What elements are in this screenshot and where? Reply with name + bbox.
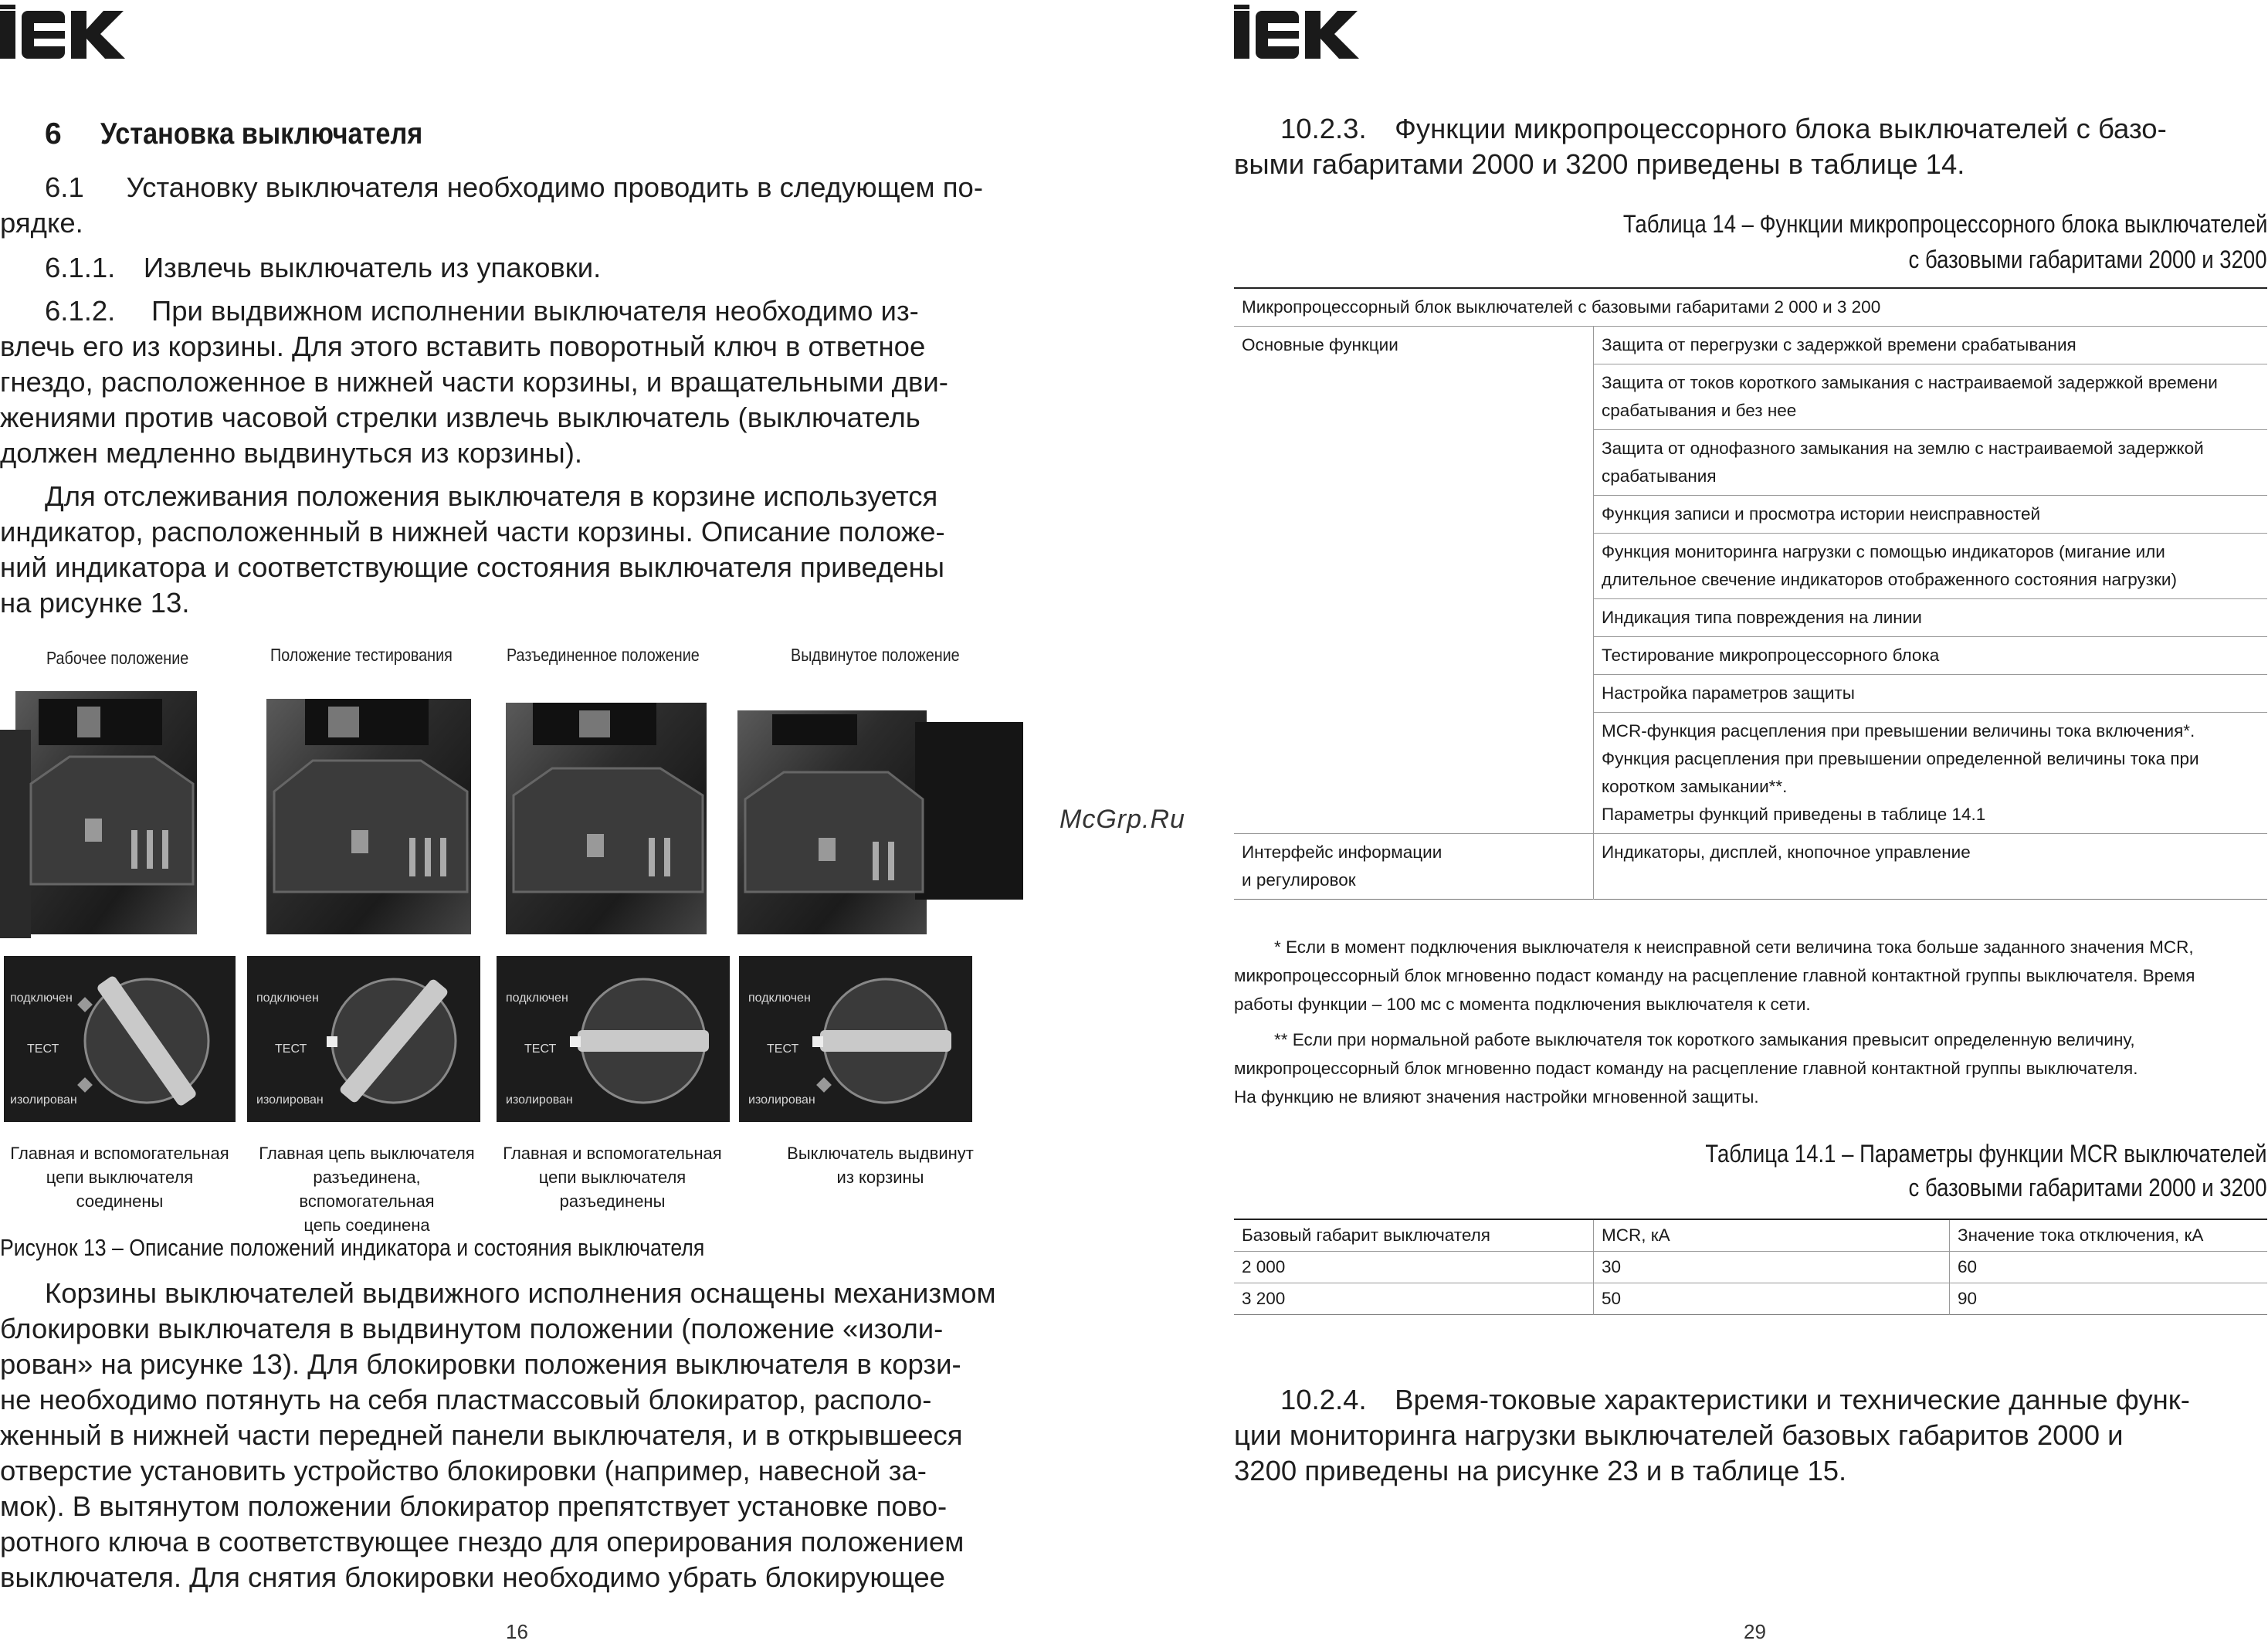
breaker-photo-test bbox=[266, 699, 471, 934]
iek-logo bbox=[0, 5, 127, 59]
caption-line: цепи выключателя соединены bbox=[46, 1168, 194, 1211]
table-cell: Функция мониторинга нагрузки с помощью индикаторов (мигание или длительное свечение индикаторов отображенного состояния нагрузки) bbox=[1594, 534, 2268, 599]
text-line: 3200 приведены на рисунке 23 и в таблице 15. bbox=[1234, 1455, 1847, 1486]
dial-label-test: ТЕСТ bbox=[524, 1042, 557, 1056]
caption-line: Главная и вспомогательная bbox=[10, 1144, 229, 1163]
table-cell: MCR-функция расцепления при превышении величины тока включения*. Функция расцепления при превышении определенной величины тока при коротком замыкании**. Параметры функций приведены в таблице 14.1 bbox=[1594, 713, 2268, 834]
text-line: рован» на рисунке 13). Для блокировки положения выключателя в корзи- bbox=[0, 1348, 961, 1380]
watermark: McGrp.Ru bbox=[1059, 805, 1185, 834]
group-label: Основные функции bbox=[1234, 327, 1594, 834]
indicator-dial-withdrawn bbox=[739, 956, 972, 1122]
caption-line: цепи выключателя bbox=[538, 1168, 687, 1187]
position-label: Рабочее положение bbox=[46, 648, 189, 668]
table-14-1-title-line2: с базовыми габаритами 2000 и 3200 bbox=[1909, 1174, 2267, 1202]
dial-label-connected: подключен bbox=[506, 991, 568, 1005]
text-line: Корзины выключателей выдвижного исполнения оснащены механизмом bbox=[45, 1277, 996, 1309]
dial-label-isolated: изолирован bbox=[256, 1093, 324, 1107]
text-line: влечь его из корзины. Для этого вставить поворотный ключ в ответное bbox=[0, 330, 926, 362]
table-14-1 bbox=[1234, 1219, 2267, 1315]
dial-knob bbox=[320, 971, 467, 1110]
table-cell: Индикация типа повреждения на линии bbox=[1594, 599, 2268, 637]
column-header: MCR, кА bbox=[1594, 1219, 1950, 1252]
table-cell: Тестирование микропроцессорного блока bbox=[1594, 637, 2268, 675]
text-line: должен медленно выдвинуться из корзины). bbox=[0, 437, 582, 469]
footnote-2: ** Если при нормальной работе выключателя ток короткого замыкания превысит определенную величину, микропроцессорный блок мгновенно подаст команду на расцепление главной контактной группы выключателя. На функцию не влияют значения настройки мгновенной защиты. bbox=[1234, 1030, 2138, 1107]
group-label: Интерфейс информации и регулировок bbox=[1234, 834, 1594, 900]
caption-line: Выключатель выдвинут bbox=[787, 1144, 974, 1163]
figure-caption bbox=[4, 1141, 236, 1213]
table-header-cell: Микропроцессорный блок выключателей с базовыми габаритами 2 000 и 3 200 bbox=[1234, 288, 2267, 327]
dial-knob bbox=[812, 971, 959, 1110]
dial-label-connected: подключен bbox=[748, 991, 811, 1005]
dial-label-connected: подключен bbox=[256, 991, 319, 1005]
text-line: мок). В вытянутом положении блокиратор препятствует установке пово- bbox=[0, 1490, 948, 1522]
dial-knob bbox=[570, 971, 717, 1110]
text-line: женный в нижней части передней панели выключателя, и в открывшееся bbox=[0, 1419, 963, 1451]
position-label: Выдвинутое положение bbox=[791, 645, 960, 665]
table-header-row bbox=[1234, 288, 2267, 327]
table-cell: Настройка параметров защиты bbox=[1594, 675, 2268, 713]
breaker-photo-disconnected bbox=[506, 703, 707, 934]
text-line: 10.2.4. Время-токовые характеристики и технические данные функ- bbox=[1280, 1384, 2190, 1415]
column-header: Значение тока отключения, кА bbox=[1950, 1219, 2268, 1252]
text-line: на рисунке 13. bbox=[0, 587, 190, 619]
table-14 bbox=[1234, 287, 2267, 900]
figure-caption bbox=[247, 1141, 486, 1237]
text-line: Для отслеживания положения выключателя в корзине используется bbox=[45, 480, 938, 512]
text-line: рядке. bbox=[0, 207, 83, 239]
text-line: 6.1.1. Извлечь выключатель из упаковки. bbox=[45, 252, 602, 283]
dial-label-connected: подключен bbox=[10, 991, 73, 1005]
text-line: ции мониторинга нагрузки выключателей базовых габаритов 2000 и bbox=[1234, 1419, 2124, 1451]
dial-label-isolated: изолирован bbox=[748, 1093, 815, 1107]
text-line: 10.2.3. Функции микропроцессорного блока выключателей с базо- bbox=[1280, 113, 2167, 144]
indicator-dial-disconnected bbox=[497, 956, 730, 1122]
dial-knob bbox=[73, 971, 220, 1110]
page-number: 29 bbox=[1744, 1620, 1766, 1643]
text-line: выми габаритами 2000 и 3200 приведены в таблице 14. bbox=[1234, 148, 1965, 180]
section-number: 6 bbox=[45, 117, 62, 151]
table-row bbox=[1234, 327, 2267, 364]
table-cell: Индикаторы, дисплей, кнопочное управление bbox=[1594, 834, 2268, 900]
table-cell: 90 bbox=[1958, 1289, 1978, 1308]
text-line: отверстие установить устройство блокировки (например, навесной за- bbox=[0, 1455, 927, 1486]
iek-logo bbox=[1234, 5, 1361, 59]
text-line: блокировки выключателя в выдвинутом положении (положение «изоли- bbox=[0, 1313, 944, 1344]
breaker-photos bbox=[0, 683, 1035, 942]
dial-label-test: ТЕСТ bbox=[767, 1042, 799, 1056]
text-line: индикатор, расположенный в нижней части корзины. Описание положе- bbox=[0, 516, 945, 547]
caption-line: цепь соединена bbox=[303, 1215, 430, 1235]
text-line: ний индикатора и соответствующие состояния выключателя приведены bbox=[0, 551, 944, 583]
dial-label-isolated: изолирован bbox=[506, 1093, 573, 1107]
breaker-photo-withdrawn bbox=[737, 710, 1023, 934]
dial-label-test: ТЕСТ bbox=[27, 1042, 59, 1056]
caption-line: Главная цепь выключателя bbox=[259, 1144, 475, 1163]
dial-label-isolated: изолирован bbox=[10, 1093, 77, 1107]
page-number: 16 bbox=[506, 1620, 528, 1643]
table-14-title-line1: Таблица 14 – Функции микропроцессорного блока выключателей bbox=[1622, 210, 2267, 238]
position-label: Разъединенное положение bbox=[507, 645, 700, 665]
table-cell: 60 bbox=[1950, 1252, 2268, 1283]
figure-caption bbox=[764, 1141, 996, 1189]
text-line: не необходимо потянуть на себя пластмассовый блокиратор, располо- bbox=[0, 1384, 932, 1415]
caption-line: Главная и вспомогательная bbox=[503, 1144, 722, 1163]
table-14-title-line2: с базовыми габаритами 2000 и 3200 bbox=[1909, 246, 2267, 273]
table-cell: Защита от однофазного замыкания на землю с настраиваемой задержкой срабатывания bbox=[1594, 430, 2268, 496]
table-cell: 3 200 bbox=[1234, 1283, 1594, 1315]
caption-line: из корзины bbox=[836, 1168, 924, 1187]
table-cell: 30 bbox=[1594, 1252, 1950, 1283]
right-page bbox=[1134, 0, 2267, 1644]
text-line: 6.1 Установку выключателя необходимо проводить в следующем по- bbox=[45, 171, 983, 203]
table-header-row bbox=[1234, 1219, 2267, 1252]
text-line: выключателя. Для снятия блокировки необходимо убрать блокирующее bbox=[0, 1561, 945, 1593]
table-row bbox=[1234, 1252, 2267, 1283]
text-line: 6.1.2. При выдвижном исполнении выключателя необходимо из- bbox=[45, 295, 919, 327]
position-label: Положение тестирования bbox=[270, 645, 453, 665]
table-cell: 50 bbox=[1594, 1283, 1950, 1315]
table-cell: 2 000 bbox=[1234, 1252, 1594, 1283]
indicator-dial-test bbox=[247, 956, 480, 1122]
table-cell: Функция записи и просмотра истории неисправностей bbox=[1594, 496, 2268, 534]
section-title: Установка выключателя bbox=[100, 117, 423, 151]
breaker-photo-working bbox=[0, 691, 197, 938]
table-row bbox=[1234, 1283, 2267, 1315]
table-14-1-title-line1: Таблица 14.1 – Параметры функции MCR выключателей bbox=[1705, 1140, 2267, 1168]
text-line: гнездо, расположенное в нижней части корзины, и вращательными дви- bbox=[0, 366, 948, 398]
dial-label-test: ТЕСТ bbox=[275, 1042, 307, 1056]
table-row bbox=[1234, 834, 2267, 900]
column-header: Базовый габарит выключателя bbox=[1234, 1219, 1594, 1252]
text-line: жениями против часовой стрелки извлечь выключатель (выключатель bbox=[0, 402, 920, 433]
indicator-dial-working bbox=[4, 956, 236, 1122]
footnote-1: * Если в момент подключения выключателя к неисправной сети величина тока больше заданного значения MCR, микропроцессорный блок мгновенно подаст команду на расцепление главной контактной группы выключателя. Время работы функции – 100 мс с момента подключения выключателя к сети. bbox=[1234, 937, 2195, 1014]
caption-line: разъединена, вспомогательная bbox=[299, 1168, 435, 1211]
text-line: ротного ключа в соответствующее гнездо для оперирования положением bbox=[0, 1526, 964, 1558]
figure-caption bbox=[497, 1141, 728, 1213]
table-cell: Защита от токов короткого замыкания с настраиваемой задержкой времени срабатывания и без нее bbox=[1594, 364, 2268, 430]
figure-title: Рисунок 13 – Описание положений индикатора и состояния выключателя bbox=[0, 1234, 705, 1261]
caption-line: разъединены bbox=[559, 1191, 666, 1211]
table-cell: Защита от перегрузки с задержкой времени срабатывания bbox=[1594, 327, 2268, 364]
